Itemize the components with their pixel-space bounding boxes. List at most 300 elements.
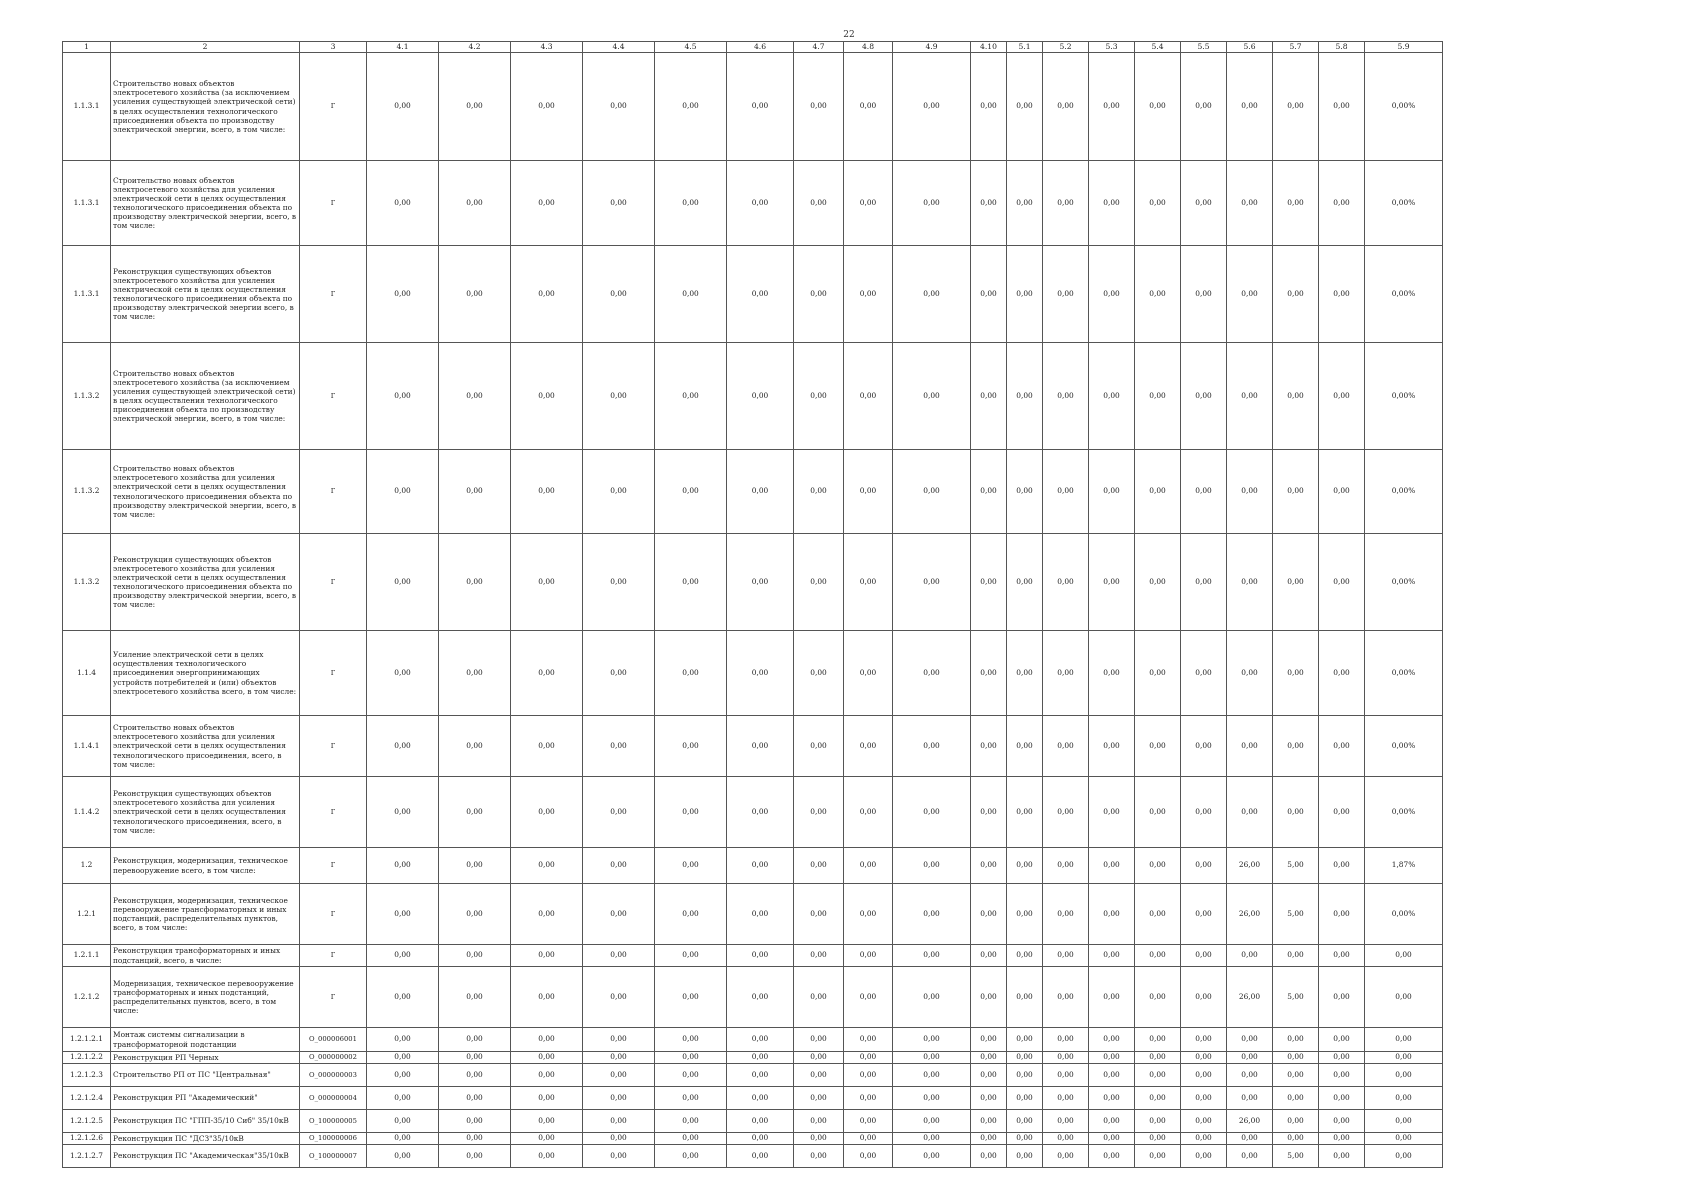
- value-cell: 0,00: [971, 848, 1007, 884]
- value-cell: 26,00: [1227, 884, 1273, 945]
- row-name-cell: Модернизация, техническое перевооружение трансформаторных и иных подстанций, распределительных пунктов, всего, в том числе:: [111, 967, 300, 1028]
- value-cell: 0,00: [439, 848, 511, 884]
- value-cell: 0,00: [844, 1133, 893, 1145]
- row-name-cell: Монтаж системы сигнализации в трансформаторной подстанции: [111, 1028, 300, 1052]
- table-row: [63, 1145, 1443, 1168]
- value-cell: 0,00: [971, 1028, 1007, 1052]
- value-cell: 0,00: [655, 848, 727, 884]
- value-cell: 0,00: [893, 1064, 971, 1087]
- value-cell: 0,00: [367, 450, 439, 534]
- row-number-cell: 1.2.1.2: [63, 967, 111, 1028]
- row-number-cell: 1.1.3.2: [63, 534, 111, 631]
- value-cell: 0,00: [794, 1052, 844, 1064]
- value-cell: 0,00: [511, 1133, 583, 1145]
- row-code-cell: О_100000006: [300, 1133, 367, 1145]
- value-cell: 0,00: [1273, 1110, 1319, 1133]
- value-cell: 0,00: [1043, 1110, 1089, 1133]
- value-cell: 0,00: [1319, 1087, 1365, 1110]
- value-cell: 0,00: [583, 1064, 655, 1087]
- column-header: 5.7: [1273, 42, 1319, 53]
- value-cell: 0,00: [893, 53, 971, 161]
- value-cell: 0,00: [1043, 884, 1089, 945]
- row-name-cell: Реконструкция РП "Академический": [111, 1087, 300, 1110]
- value-cell: 0,00: [511, 1052, 583, 1064]
- value-cell: 0,00: [727, 716, 794, 777]
- row-code-cell: Г: [300, 343, 367, 450]
- value-cell: 0,00: [1181, 1087, 1227, 1110]
- value-cell: 0,00: [1181, 945, 1227, 967]
- value-cell: 0,00: [1227, 1145, 1273, 1168]
- value-cell: 0,00: [655, 631, 727, 716]
- table-row: [63, 246, 1443, 343]
- value-cell: 0,00: [971, 161, 1007, 246]
- table-row: [63, 848, 1443, 884]
- value-cell: 0,00%: [1365, 716, 1443, 777]
- value-cell: 0,00: [727, 1133, 794, 1145]
- value-cell: 0,00: [367, 1110, 439, 1133]
- column-header: 4.9: [893, 42, 971, 53]
- row-name-cell: Строительство новых объектов электросетевого хозяйства (за исключением усиления существующей электрической сети) в целях осуществления технологического присоединения объекта по производству электрической энергии, всего, в том числе:: [111, 53, 300, 161]
- value-cell: 0,00: [1089, 246, 1135, 343]
- value-cell: 0,00: [794, 716, 844, 777]
- column-header: 5.3: [1089, 42, 1135, 53]
- row-code-cell: Г: [300, 53, 367, 161]
- value-cell: 0,00%: [1365, 884, 1443, 945]
- value-cell: 0,00: [971, 53, 1007, 161]
- value-cell: 0,00: [893, 848, 971, 884]
- value-cell: 0,00: [727, 534, 794, 631]
- row-name-cell: Строительство новых объектов электросетевого хозяйства (за исключением усиления существующей электрической сети) в целях осуществления технологического присоединения объекта по производству электрической энергии, всего, в том числе:: [111, 343, 300, 450]
- value-cell: 0,00: [1319, 848, 1365, 884]
- value-cell: 0,00: [893, 1133, 971, 1145]
- value-cell: 0,00: [893, 631, 971, 716]
- value-cell: 0,00: [1007, 848, 1043, 884]
- value-cell: 0,00: [844, 631, 893, 716]
- value-cell: 0,00: [893, 1087, 971, 1110]
- value-cell: 0,00: [1273, 777, 1319, 848]
- table-row: [63, 343, 1443, 450]
- value-cell: 0,00: [655, 246, 727, 343]
- value-cell: 0,00: [439, 161, 511, 246]
- value-cell: 0,00: [727, 161, 794, 246]
- value-cell: 0,00: [1273, 343, 1319, 450]
- row-name-cell: Реконструкция ПС "ДСЗ"35/10кВ: [111, 1133, 300, 1145]
- value-cell: 0,00: [583, 716, 655, 777]
- value-cell: 0,00: [1227, 53, 1273, 161]
- row-number-cell: 1.2.1.1: [63, 945, 111, 967]
- value-cell: 0,00: [1007, 343, 1043, 450]
- value-cell: 0,00: [1227, 343, 1273, 450]
- row-name-cell: Реконструкция ПС "ГПП-35/10 Сиб" 35/10кВ: [111, 1110, 300, 1133]
- value-cell: 0,00: [1089, 1064, 1135, 1087]
- value-cell: 0,00: [1319, 631, 1365, 716]
- table-row: [63, 1052, 1443, 1064]
- value-cell: 0,00: [1273, 945, 1319, 967]
- value-cell: 0,00: [893, 1028, 971, 1052]
- value-cell: 0,00: [1089, 1145, 1135, 1168]
- value-cell: 0,00: [439, 967, 511, 1028]
- value-cell: 0,00: [1181, 1145, 1227, 1168]
- value-cell: 0,00: [1089, 945, 1135, 967]
- row-name-cell: Реконструкция существующих объектов электросетевого хозяйства для усиления электрической сети в целях осуществления технологического присоединения объекта по производству электрической энергии, всего, в том числе:: [111, 534, 300, 631]
- page-number: 22: [843, 30, 855, 40]
- value-cell: 0,00: [893, 967, 971, 1028]
- value-cell: 0,00: [794, 246, 844, 343]
- row-code-cell: О_000000003: [300, 1064, 367, 1087]
- value-cell: 0,00: [893, 777, 971, 848]
- value-cell: 0,00: [1319, 777, 1365, 848]
- row-number-cell: 1.2.1.2.7: [63, 1145, 111, 1168]
- value-cell: 0,00: [893, 450, 971, 534]
- value-cell: 0,00: [794, 534, 844, 631]
- column-number-row: [63, 42, 1443, 53]
- value-cell: 0,00%: [1365, 631, 1443, 716]
- value-cell: 0,00: [893, 716, 971, 777]
- value-cell: 0,00: [1135, 848, 1181, 884]
- row-number-cell: 1.2.1.2.5: [63, 1110, 111, 1133]
- row-code-cell: Г: [300, 246, 367, 343]
- value-cell: 0,00: [511, 53, 583, 161]
- value-cell: 0,00: [1273, 246, 1319, 343]
- value-cell: 0,00: [794, 1087, 844, 1110]
- row-number-cell: 1.2.1.2.4: [63, 1087, 111, 1110]
- value-cell: 0,00: [794, 1145, 844, 1168]
- row-name-cell: Строительство новых объектов электросетевого хозяйства для усиления электрической сети в целях осуществления технологического присоединения объекта по производству электрической энергии, всего, в том числе:: [111, 161, 300, 246]
- value-cell: 0,00: [844, 1064, 893, 1087]
- value-cell: 0,00: [844, 716, 893, 777]
- value-cell: 0,00: [1007, 53, 1043, 161]
- column-header: 4.2: [439, 42, 511, 53]
- value-cell: 0,00: [583, 884, 655, 945]
- value-cell: 0,00: [1135, 1064, 1181, 1087]
- row-number-cell: 1.1.4.1: [63, 716, 111, 777]
- value-cell: 0,00: [1007, 967, 1043, 1028]
- value-cell: 0,00: [439, 343, 511, 450]
- value-cell: 0,00: [844, 161, 893, 246]
- row-name-cell: Реконструкция РП Черных: [111, 1052, 300, 1064]
- value-cell: 0,00: [439, 1110, 511, 1133]
- value-cell: 0,00: [794, 1064, 844, 1087]
- value-cell: 0,00: [1319, 161, 1365, 246]
- value-cell: 0,00: [655, 534, 727, 631]
- value-cell: 0,00: [1319, 53, 1365, 161]
- value-cell: 0,00: [794, 631, 844, 716]
- value-cell: 0,00: [1089, 884, 1135, 945]
- value-cell: 0,00: [893, 945, 971, 967]
- row-code-cell: Г: [300, 967, 367, 1028]
- value-cell: 0,00: [1043, 848, 1089, 884]
- value-cell: 0,00: [1319, 1064, 1365, 1087]
- value-cell: 0,00: [727, 343, 794, 450]
- value-cell: 0,00: [511, 450, 583, 534]
- value-cell: 0,00: [583, 848, 655, 884]
- value-cell: 0,00: [844, 1145, 893, 1168]
- value-cell: 0,00: [971, 884, 1007, 945]
- value-cell: 0,00: [367, 343, 439, 450]
- value-cell: 0,00: [1007, 1028, 1043, 1052]
- value-cell: 0,00: [1007, 1133, 1043, 1145]
- value-cell: 0,00: [1227, 161, 1273, 246]
- value-cell: 0,00: [794, 945, 844, 967]
- value-cell: 0,00: [439, 777, 511, 848]
- row-name-cell: Реконструкция, модернизация, техническое перевооружение всего, в том числе:: [111, 848, 300, 884]
- value-cell: 0,00: [727, 1028, 794, 1052]
- value-cell: 0,00: [1181, 1028, 1227, 1052]
- value-cell: 0,00: [1007, 450, 1043, 534]
- value-cell: 0,00: [1181, 848, 1227, 884]
- value-cell: 0,00: [583, 1133, 655, 1145]
- row-code-cell: Г: [300, 777, 367, 848]
- value-cell: 0,00: [971, 631, 1007, 716]
- value-cell: 0,00: [1181, 450, 1227, 534]
- value-cell: 0,00: [1089, 53, 1135, 161]
- value-cell: 0,00: [1181, 716, 1227, 777]
- value-cell: 0,00: [1319, 716, 1365, 777]
- value-cell: 0,00: [1007, 534, 1043, 631]
- value-cell: 0,00: [1273, 1028, 1319, 1052]
- value-cell: 0,00: [1089, 161, 1135, 246]
- value-cell: 0,00: [655, 967, 727, 1028]
- value-cell: 0,00: [844, 450, 893, 534]
- value-cell: 0,00: [367, 53, 439, 161]
- value-cell: 0,00: [844, 945, 893, 967]
- value-cell: 0,00: [511, 1087, 583, 1110]
- value-cell: 0,00: [1227, 246, 1273, 343]
- value-cell: 0,00: [439, 884, 511, 945]
- value-cell: 0,00%: [1365, 343, 1443, 450]
- value-cell: 0,00: [583, 450, 655, 534]
- value-cell: 0,00: [1181, 967, 1227, 1028]
- value-cell: 0,00: [1043, 1028, 1089, 1052]
- value-cell: 0,00: [1135, 1110, 1181, 1133]
- value-cell: 0,00: [1227, 945, 1273, 967]
- value-cell: 26,00: [1227, 848, 1273, 884]
- row-number-cell: 1.1.3.2: [63, 343, 111, 450]
- value-cell: 0,00: [971, 967, 1007, 1028]
- value-cell: 0,00: [1365, 967, 1443, 1028]
- value-cell: 5,00: [1273, 884, 1319, 945]
- value-cell: 0,00: [844, 884, 893, 945]
- value-cell: 0,00: [655, 716, 727, 777]
- value-cell: 0,00: [583, 631, 655, 716]
- value-cell: 0,00: [844, 1087, 893, 1110]
- column-header: 4.8: [844, 42, 893, 53]
- value-cell: 0,00: [1089, 450, 1135, 534]
- value-cell: 0,00: [1273, 1064, 1319, 1087]
- value-cell: 0,00: [1319, 246, 1365, 343]
- value-cell: 0,00: [1227, 1052, 1273, 1064]
- value-cell: 0,00: [844, 1028, 893, 1052]
- value-cell: 0,00: [1043, 53, 1089, 161]
- value-cell: 0,00: [583, 1028, 655, 1052]
- value-cell: 0,00: [1043, 161, 1089, 246]
- value-cell: 0,00: [367, 1087, 439, 1110]
- value-cell: 0,00: [1319, 1028, 1365, 1052]
- value-cell: 0,00: [1007, 161, 1043, 246]
- value-cell: 1,87%: [1365, 848, 1443, 884]
- row-name-cell: Усиление электрической сети в целях осуществления технологического присоединения энергопринимающих устройств потребителей и (или) объектов электросетевого хозяйства всего, в том числе:: [111, 631, 300, 716]
- value-cell: 0,00: [727, 246, 794, 343]
- row-code-cell: Г: [300, 945, 367, 967]
- value-cell: 0,00: [1089, 534, 1135, 631]
- table-row: [63, 1064, 1443, 1087]
- value-cell: 0,00: [583, 777, 655, 848]
- value-cell: 0,00: [727, 450, 794, 534]
- value-cell: 0,00: [794, 450, 844, 534]
- value-cell: 0,00: [971, 450, 1007, 534]
- value-cell: 0,00: [971, 777, 1007, 848]
- value-cell: 0,00: [439, 1052, 511, 1064]
- value-cell: 0,00: [1135, 343, 1181, 450]
- value-cell: 0,00: [583, 1145, 655, 1168]
- row-number-cell: 1.2.1.2.3: [63, 1064, 111, 1087]
- value-cell: 0,00: [1043, 777, 1089, 848]
- row-number-cell: 1.2.1.2.2: [63, 1052, 111, 1064]
- value-cell: 0,00: [1319, 1052, 1365, 1064]
- value-cell: 26,00: [1227, 1110, 1273, 1133]
- value-cell: 0,00: [439, 534, 511, 631]
- value-cell: 0,00: [583, 967, 655, 1028]
- value-cell: 0,00: [655, 1064, 727, 1087]
- value-cell: 0,00: [1043, 1145, 1089, 1168]
- value-cell: 0,00: [1007, 1052, 1043, 1064]
- value-cell: 0,00: [1181, 246, 1227, 343]
- value-cell: 0,00: [655, 1028, 727, 1052]
- value-cell: 0,00: [367, 534, 439, 631]
- table-row: [63, 450, 1443, 534]
- value-cell: 0,00: [1227, 534, 1273, 631]
- value-cell: 0,00: [1043, 967, 1089, 1028]
- value-cell: 0,00: [367, 884, 439, 945]
- value-cell: 0,00: [727, 1145, 794, 1168]
- table-row: [63, 161, 1443, 246]
- value-cell: 0,00: [1181, 534, 1227, 631]
- row-code-cell: О_000000002: [300, 1052, 367, 1064]
- value-cell: 0,00: [1135, 246, 1181, 343]
- value-cell: 0,00: [794, 53, 844, 161]
- value-cell: 0,00: [1227, 1087, 1273, 1110]
- value-cell: 0,00: [1043, 1133, 1089, 1145]
- value-cell: 0,00: [655, 1110, 727, 1133]
- value-cell: 0,00: [1227, 450, 1273, 534]
- value-cell: 0,00: [893, 884, 971, 945]
- value-cell: 0,00: [367, 161, 439, 246]
- value-cell: 0,00: [655, 450, 727, 534]
- value-cell: 0,00: [655, 884, 727, 945]
- value-cell: 0,00: [893, 1052, 971, 1064]
- column-header: 4.7: [794, 42, 844, 53]
- value-cell: 0,00: [1043, 945, 1089, 967]
- column-header: 2: [111, 42, 300, 53]
- value-cell: 0,00: [1273, 161, 1319, 246]
- value-cell: 0,00: [1043, 716, 1089, 777]
- value-cell: 0,00: [1365, 1110, 1443, 1133]
- value-cell: 26,00: [1227, 967, 1273, 1028]
- value-cell: 5,00: [1273, 1145, 1319, 1168]
- row-name-cell: Реконструкция существующих объектов электросетевого хозяйства для усиления электрической сети в целях осуществления технологического присоединения объекта по производству электрической энергии всего, в том числе:: [111, 246, 300, 343]
- value-cell: 0,00: [511, 246, 583, 343]
- row-name-cell: Строительство РП от ПС "Центральная": [111, 1064, 300, 1087]
- value-cell: 0,00: [439, 1133, 511, 1145]
- value-cell: 0,00: [1181, 1110, 1227, 1133]
- table-row: [63, 1028, 1443, 1052]
- value-cell: 0,00: [367, 848, 439, 884]
- value-cell: 0,00: [794, 967, 844, 1028]
- value-cell: 0,00%: [1365, 450, 1443, 534]
- value-cell: 0,00: [1089, 777, 1135, 848]
- row-code-cell: Г: [300, 161, 367, 246]
- value-cell: 0,00: [1135, 945, 1181, 967]
- row-number-cell: 1.2.1.2.6: [63, 1133, 111, 1145]
- value-cell: 0,00: [844, 53, 893, 161]
- value-cell: 0,00: [1365, 1052, 1443, 1064]
- value-cell: 0,00: [655, 945, 727, 967]
- value-cell: 0,00: [1273, 450, 1319, 534]
- value-cell: 0,00: [1089, 1133, 1135, 1145]
- table-row: [63, 1110, 1443, 1133]
- value-cell: 0,00: [1135, 1087, 1181, 1110]
- value-cell: 0,00: [439, 945, 511, 967]
- column-header: 5.5: [1181, 42, 1227, 53]
- row-name-cell: Реконструкция, модернизация, техническое перевооружение трансформаторных и иных подстанций, распределительных пунктов, всего, в том числе:: [111, 884, 300, 945]
- value-cell: 0,00: [727, 1110, 794, 1133]
- value-cell: 0,00: [367, 945, 439, 967]
- row-number-cell: 1.2.1.2.1: [63, 1028, 111, 1052]
- value-cell: 0,00: [439, 1028, 511, 1052]
- value-cell: 0,00: [1043, 343, 1089, 450]
- value-cell: 0,00: [511, 848, 583, 884]
- value-cell: 0,00: [971, 1052, 1007, 1064]
- value-cell: 0,00: [367, 716, 439, 777]
- value-cell: 0,00: [367, 1145, 439, 1168]
- column-header: 4.4: [583, 42, 655, 53]
- value-cell: 0,00: [511, 343, 583, 450]
- value-cell: 0,00: [583, 1087, 655, 1110]
- table-row: [63, 534, 1443, 631]
- column-header: 4.5: [655, 42, 727, 53]
- row-code-cell: Г: [300, 848, 367, 884]
- value-cell: 0,00: [439, 246, 511, 343]
- value-cell: 0,00: [1135, 1145, 1181, 1168]
- value-cell: 0,00: [1135, 450, 1181, 534]
- value-cell: 0,00: [1319, 967, 1365, 1028]
- value-cell: 0,00: [1181, 1052, 1227, 1064]
- row-code-cell: О_000006001: [300, 1028, 367, 1052]
- value-cell: 0,00: [1227, 1133, 1273, 1145]
- value-cell: 0,00: [511, 716, 583, 777]
- value-cell: 0,00: [1273, 1087, 1319, 1110]
- row-number-cell: 1.2.1: [63, 884, 111, 945]
- value-cell: 0,00: [367, 1064, 439, 1087]
- value-cell: 0,00: [1089, 967, 1135, 1028]
- value-cell: 0,00: [1007, 1064, 1043, 1087]
- value-cell: 0,00: [1007, 246, 1043, 343]
- row-name-cell: Реконструкция трансформаторных и иных подстанций, всего, в числе:: [111, 945, 300, 967]
- table-row: [63, 1133, 1443, 1145]
- value-cell: 0,00: [794, 884, 844, 945]
- value-cell: 0,00: [794, 161, 844, 246]
- row-name-cell: Строительство новых объектов электросетевого хозяйства для усиления электрической сети в целях осуществления технологического присоединения, всего, в том числе:: [111, 716, 300, 777]
- value-cell: 0,00: [844, 343, 893, 450]
- value-cell: 0,00: [1181, 1064, 1227, 1087]
- value-cell: 0,00: [367, 1133, 439, 1145]
- value-cell: 0,00: [655, 1133, 727, 1145]
- row-code-cell: Г: [300, 631, 367, 716]
- column-header: 5.2: [1043, 42, 1089, 53]
- value-cell: 0,00: [1043, 534, 1089, 631]
- value-cell: 0,00: [439, 631, 511, 716]
- row-number-cell: 1.1.3.1: [63, 246, 111, 343]
